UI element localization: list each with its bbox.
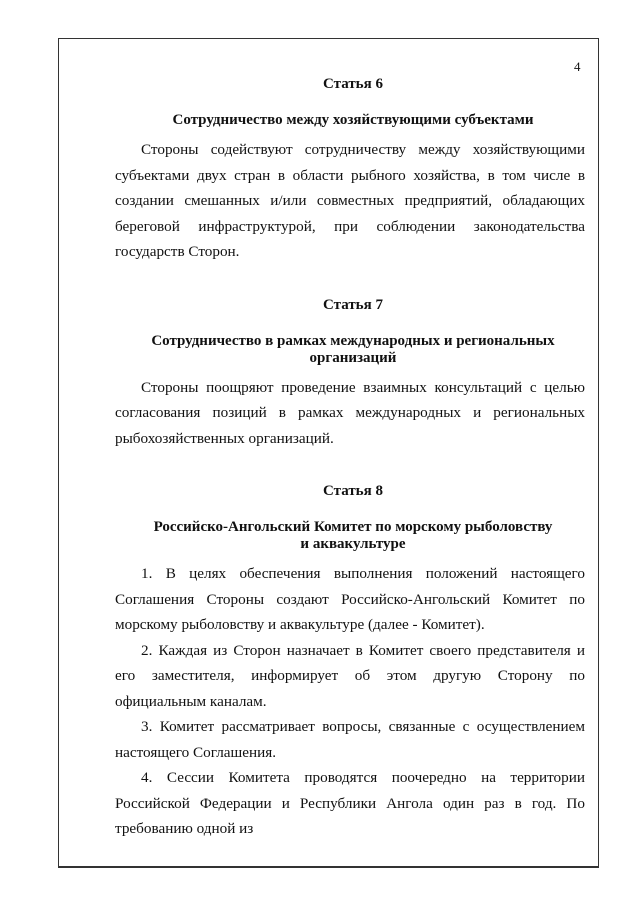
article-heading-line: Сотрудничество в рамках международных и региональных	[151, 332, 555, 349]
article-title: Статья 8	[323, 483, 383, 499]
article-heading: Сотрудничество между хозяйствующими субъектами	[172, 112, 534, 128]
article-heading-line: Российско-Ангольский Комитет по морскому рыболовству	[153, 519, 553, 535]
paragraph: 2. Каждая из Сторон назначает в Комитет своего представителя и его заместителя, информирует об этом другую Сторону по официальным каналам.	[115, 641, 585, 710]
paragraph: Стороны содействуют сотрудничеству между хозяйствующими субъектами двух стран в области рыбного хозяйства, в том числе в создании смешанных и/или совместных предприятий, обладающих береговой инфраструктурой, при соблюдении законодательства государств Сторон.	[115, 141, 585, 260]
article-title: Статья 6	[323, 76, 383, 92]
paragraph: 1. В целях обеспечения выполнения положений настоящего Соглашения Стороны создают Российско-Ангольский Комитет по морскому рыболовству и аквакультуре (далее - Комитет).	[115, 565, 585, 633]
article-6	[115, 76, 585, 265]
paragraph: 3. Комитет рассматривает вопросы, связанные с осуществлением настоящего Соглашения.	[115, 718, 585, 761]
paragraph: Стороны поощряют проведение взаимных консультаций с целью согласования позиций в рамках международных и региональных рыбохозяйственных организаций.	[115, 378, 585, 447]
page-number: 4	[574, 59, 581, 74]
article-8	[115, 483, 585, 842]
article-heading-line: организаций	[309, 349, 397, 366]
article-title: Статья 7	[323, 296, 383, 313]
document-body	[115, 76, 585, 842]
article-heading-line: и аквакультуре	[300, 536, 406, 552]
paragraph: 4. Сессии Комитета проводятся поочередно на территории Российской Федерации и Республики Ангола один раз в год. По требованию одной из	[115, 769, 585, 837]
article-7	[115, 297, 585, 452]
